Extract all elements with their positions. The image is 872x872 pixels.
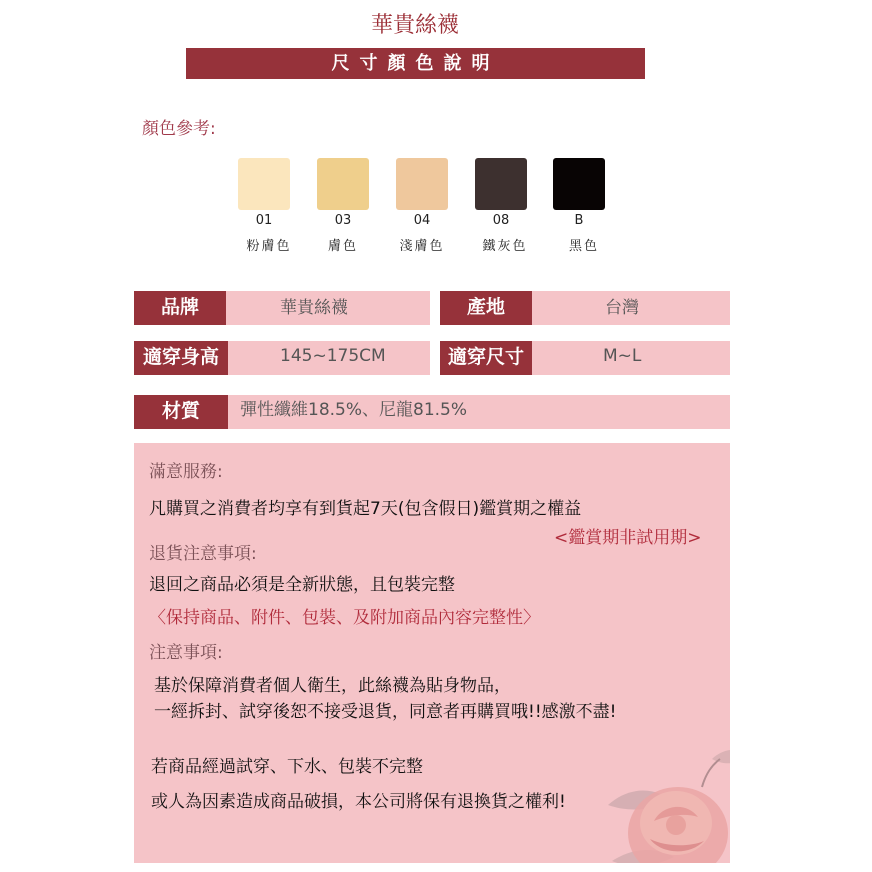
color-swatch — [238, 158, 290, 210]
swatch-code: 01 — [255, 213, 273, 228]
spec-material — [134, 395, 730, 429]
return-note: 〈保持商品、附件、包裝、及附加商品內容完整性〉 — [149, 608, 540, 628]
spec-brand — [134, 291, 430, 325]
caution-heading: 注意事項: — [149, 643, 223, 663]
caution-line: 或人為因素造成商品破損，本公司將保有退換貨之權利! — [151, 792, 566, 812]
satisfaction-heading: 滿意服務: — [149, 462, 223, 482]
brand-title: 華貴絲襪 — [370, 13, 459, 38]
spec-brand-label: 品牌 — [134, 291, 226, 325]
spec-size-label: 適穿尺寸 — [440, 341, 532, 375]
satisfaction-note: <鑑賞期非試用期> — [554, 528, 702, 548]
color-swatch — [396, 158, 448, 210]
swatch-code: 03 — [334, 213, 352, 228]
caution-line: 若商品經過試穿、下水、包裝不完整 — [151, 757, 423, 777]
return-text: 退回之商品必須是全新狀態，且包裝完整 — [149, 575, 455, 595]
spec-height-label: 適穿身高 — [134, 341, 228, 375]
spec-size — [440, 341, 730, 375]
return-heading: 退貨注意事項: — [149, 544, 257, 564]
swatch-name: 粉膚色 — [246, 239, 292, 254]
swatch-name: 膚色 — [327, 239, 358, 254]
swatch-code: 04 — [413, 213, 431, 228]
spec-size-value: M~L — [603, 346, 642, 366]
swatch-name: 鐵灰色 — [482, 239, 528, 254]
spec-origin-value: 台灣 — [605, 298, 639, 318]
satisfaction-text: 凡購買之消費者均享有到貨起7天(包含假日)鑑賞期之權益 — [149, 499, 582, 519]
spec-material-label: 材質 — [134, 395, 228, 429]
size-color-banner: 尺寸顏色說明 — [186, 48, 645, 79]
swatch-name: 黑色 — [568, 239, 599, 254]
spec-height-value: 145~175CM — [280, 346, 386, 366]
color-swatch — [317, 158, 369, 210]
caution-line: 一經拆封、試穿後恕不接受退貨，同意者再購買哦!!感激不盡! — [154, 702, 617, 722]
swatch-name: 淺膚色 — [399, 239, 445, 254]
swatch-code: B — [574, 213, 584, 228]
spec-origin-label: 產地 — [440, 291, 532, 325]
spec-brand-value: 華貴絲襪 — [280, 298, 348, 318]
spec-material-value: 彈性纖維18.5%、尼龍81.5% — [240, 400, 468, 420]
color-swatch — [553, 158, 605, 210]
rose-icon — [594, 743, 730, 863]
notice-panel — [134, 443, 730, 863]
swatch-code: 08 — [492, 213, 510, 228]
caution-line: 基於保障消費者個人衛生，此絲襪為貼身物品， — [154, 676, 511, 696]
spec-origin — [440, 291, 730, 325]
spec-height — [134, 341, 430, 375]
color-reference-label: 顏色參考: — [142, 119, 216, 139]
color-swatch — [475, 158, 527, 210]
